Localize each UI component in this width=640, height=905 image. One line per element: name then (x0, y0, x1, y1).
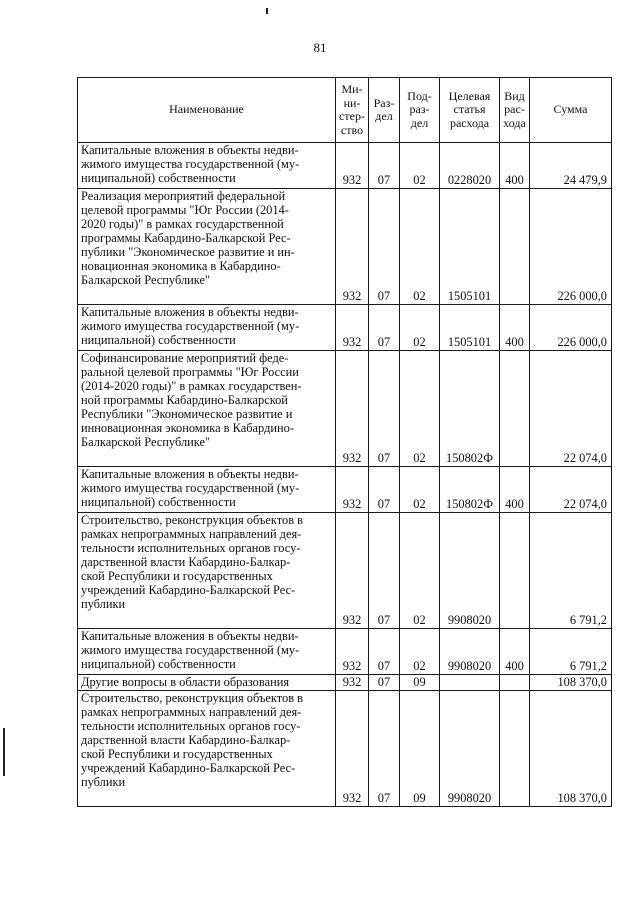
cell-sum: 226 000,0 (530, 305, 612, 351)
header-subsection: Под- раз- дел (400, 78, 440, 143)
cell-type (500, 351, 530, 467)
cell-target: 9908020 (440, 629, 500, 675)
header-target: Целевая статья расхода (440, 78, 500, 143)
cell-section: 07 (369, 675, 400, 691)
cell-target: 1505101 (440, 189, 500, 305)
cell-ministry: 932 (336, 629, 369, 675)
table-row (78, 189, 612, 305)
cell-sum: 108 370,0 (530, 691, 612, 807)
table-row (78, 143, 612, 189)
cell-ministry: 932 (336, 305, 369, 351)
table-row (78, 351, 612, 467)
cell-sum: 24 479,9 (530, 143, 612, 189)
cell-type: 400 (500, 305, 530, 351)
cell-ministry: 932 (336, 513, 369, 629)
cell-ministry: 932 (336, 143, 369, 189)
table-header-row (78, 78, 612, 143)
cell-name: Капитальные вложения в объекты недви- жимого имущества государственной (му- ниципальной) собственности (78, 467, 336, 513)
cell-subsection: 02 (400, 305, 440, 351)
cell-section: 07 (369, 629, 400, 675)
cell-name: Строительство, реконструкция объектов в рамках непрограммных направлений дея- тельности исполнительных органов госу- дарственной власти Кабардино-Балкар- ской Республики и государственных учреждений Кабардино-Балкарской Рес- публики (78, 513, 336, 629)
cell-name: Капитальные вложения в объекты недви- жимого имущества государственной (му- ниципальной) собственности (78, 143, 336, 189)
cell-sum: 226 000,0 (530, 189, 612, 305)
header-section: Раз- дел (369, 78, 400, 143)
table-row (78, 675, 612, 691)
page-number: 81 (313, 40, 327, 55)
table-row (78, 305, 612, 351)
cell-name: Реализация мероприятий федеральной целевой программы "Юг России (2014- 2020 годы)" в рамках государственной программы Кабардино-Балкарской Рес- публики "Экономическое развитие и ин- новационная экономика в Кабардино- Балкарской Республике" (78, 189, 336, 305)
scan-mark-top (266, 8, 268, 14)
cell-sum: 108 370,0 (530, 675, 612, 691)
cell-section: 07 (369, 143, 400, 189)
cell-type: 400 (500, 467, 530, 513)
cell-type: 400 (500, 143, 530, 189)
cell-ministry: 932 (336, 189, 369, 305)
cell-section: 07 (369, 189, 400, 305)
cell-sum: 6 791,2 (530, 513, 612, 629)
cell-name: Капитальные вложения в объекты недви- жимого имущества государственной (му- ниципальной) собственности (78, 305, 336, 351)
cell-subsection: 02 (400, 351, 440, 467)
cell-section: 07 (369, 513, 400, 629)
cell-section: 07 (369, 351, 400, 467)
cell-subsection: 02 (400, 143, 440, 189)
cell-target: 150802Ф (440, 467, 500, 513)
header-name: Наименование (78, 78, 336, 143)
header-type: Вид рас- хода (500, 78, 530, 143)
cell-name: Строительство, реконструкция объектов в рамках непрограммных направлений дея- тельности исполнительных органов госу- дарственной власти Кабардино-Балкар- ской Республики и государственных учреждений Кабардино-Балкарской Рес- публики (78, 691, 336, 807)
cell-section: 07 (369, 467, 400, 513)
cell-subsection: 09 (400, 691, 440, 807)
header-ministry: Ми- ни- стер- ство (336, 78, 369, 143)
scan-mark-left (3, 728, 5, 776)
cell-subsection: 09 (400, 675, 440, 691)
cell-type (500, 691, 530, 807)
cell-target (440, 675, 500, 691)
cell-name: Капитальные вложения в объекты недви- жимого имущества государственной (му- ниципальной) собственности (78, 629, 336, 675)
cell-ministry: 932 (336, 691, 369, 807)
cell-ministry: 932 (336, 351, 369, 467)
cell-sum: 22 074,0 (530, 351, 612, 467)
cell-ministry: 932 (336, 675, 369, 691)
header-sum: Сумма (530, 78, 612, 143)
cell-type: 400 (500, 629, 530, 675)
budget-table (77, 77, 612, 807)
cell-section: 07 (369, 691, 400, 807)
cell-name: Другие вопросы в области образования (78, 675, 336, 691)
cell-target: 9908020 (440, 691, 500, 807)
table-row (78, 629, 612, 675)
cell-section: 07 (369, 305, 400, 351)
cell-type (500, 675, 530, 691)
cell-type (500, 513, 530, 629)
table-row (78, 467, 612, 513)
cell-target: 0228020 (440, 143, 500, 189)
cell-type (500, 189, 530, 305)
cell-subsection: 02 (400, 467, 440, 513)
cell-target: 1505101 (440, 305, 500, 351)
cell-name: Софинансирование мероприятий феде- ральной целевой программы "Юг России (2014-2020 годы)" в рамках государствен- ной программы Кабардино-Балкарской Республики "Экономическое развитие и инновационная экономика в Кабардино- Балкарской Республике" (78, 351, 336, 467)
cell-target: 9908020 (440, 513, 500, 629)
cell-subsection: 02 (400, 513, 440, 629)
cell-subsection: 02 (400, 629, 440, 675)
table-row (78, 513, 612, 629)
cell-target: 150802Ф (440, 351, 500, 467)
cell-subsection: 02 (400, 189, 440, 305)
cell-ministry: 932 (336, 467, 369, 513)
cell-sum: 22 074,0 (530, 467, 612, 513)
cell-sum: 6 791,2 (530, 629, 612, 675)
table-row (78, 691, 612, 807)
